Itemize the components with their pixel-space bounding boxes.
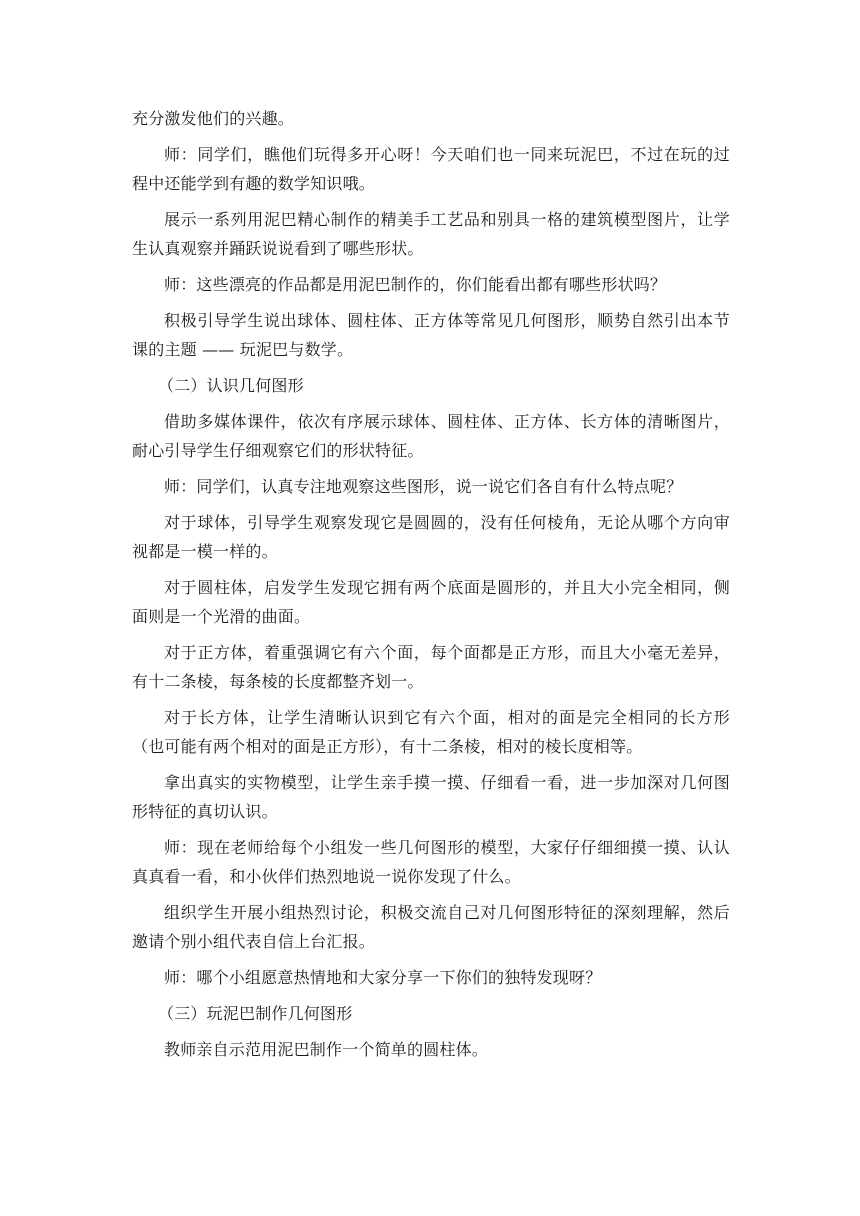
paragraph-cylinder: 对于圆柱体，启发学生发现它拥有两个底面是圆形的，并且大小完全相同，侧面则是一个光滑的曲面。 xyxy=(132,578,730,626)
paragraph-real-models: 拿出真实的实物模型，让学生亲手摸一摸、仔细看一看，进一步加深对几何图形特征的真切认识。 xyxy=(132,773,730,821)
paragraph-group-discussion: 组织学生开展小组热烈讨论，积极交流自己对几何图形特征的深刻理解，然后邀请个别小组代表自信上台汇报。 xyxy=(132,903,730,951)
document-body xyxy=(132,104,730,1071)
section-heading-clay-shapes: （三）玩泥巴制作几何图形 xyxy=(158,1004,353,1023)
paragraph-lesson-theme: 积极引导学生说出球体、圆柱体、正方体等常见几何图形，顺势自然引出本节课的主题 —— 玩泥巴与数学。 xyxy=(132,311,730,359)
section-heading-recognize-shapes: （二）认识几何图形 xyxy=(158,376,304,395)
paragraph-teacher-share: 师：哪个小组愿意热情地和大家分享一下你们的独特发现呀？ xyxy=(164,968,602,987)
paragraph-continuation: 充分激发他们的兴趣。 xyxy=(132,109,295,128)
paragraph-cuboid: 对于长方体，让学生清晰认识到它有六个面，相对的面是完全相同的长方形（也可能有两个相对的面是正方形），有十二条棱，相对的棱长度相等。 xyxy=(132,708,730,756)
paragraph-teacher-question: 师：这些漂亮的作品都是用泥巴制作的，你们能看出都有哪些形状吗？ xyxy=(164,275,667,294)
paragraph-sphere: 对于球体，引导学生观察发现它是圆圆的，没有任何棱角，无论从哪个方向审视都是一模一样的。 xyxy=(132,513,730,561)
paragraph-cube: 对于正方体，着重强调它有六个面，每个面都是正方形，而且大小毫无差异，有十二条棱，每条棱的长度都整齐划一。 xyxy=(132,643,730,691)
paragraph-teacher-demo: 教师亲自示范用泥巴制作一个简单的圆柱体。 xyxy=(164,1040,489,1059)
paragraph-teacher-intro: 师：同学们，瞧他们玩得多开心呀！今天咱们也一同来玩泥巴，不过在玩的过程中还能学到有趣的数学知识哦。 xyxy=(132,145,730,193)
paragraph-teacher-observe: 师：同学们，认真专注地观察这些图形，说一说它们各自有什么特点呢？ xyxy=(164,477,683,496)
paragraph-show-pictures: 展示一系列用泥巴精心制作的精美手工艺品和别具一格的建筑模型图片，让学生认真观察并踊跃说说看到了哪些形状。 xyxy=(132,210,730,258)
paragraph-multimedia: 借助多媒体课件，依次有序展示球体、圆柱体、正方体、长方体的清晰图片，耐心引导学生仔细观察它们的形状特征。 xyxy=(132,412,730,460)
paragraph-teacher-groups: 师：现在老师给每个小组发一些几何图形的模型，大家仔仔细细摸一摸、认认真真看一看，和小伙伴们热烈地说一说你发现了什么。 xyxy=(132,838,730,886)
